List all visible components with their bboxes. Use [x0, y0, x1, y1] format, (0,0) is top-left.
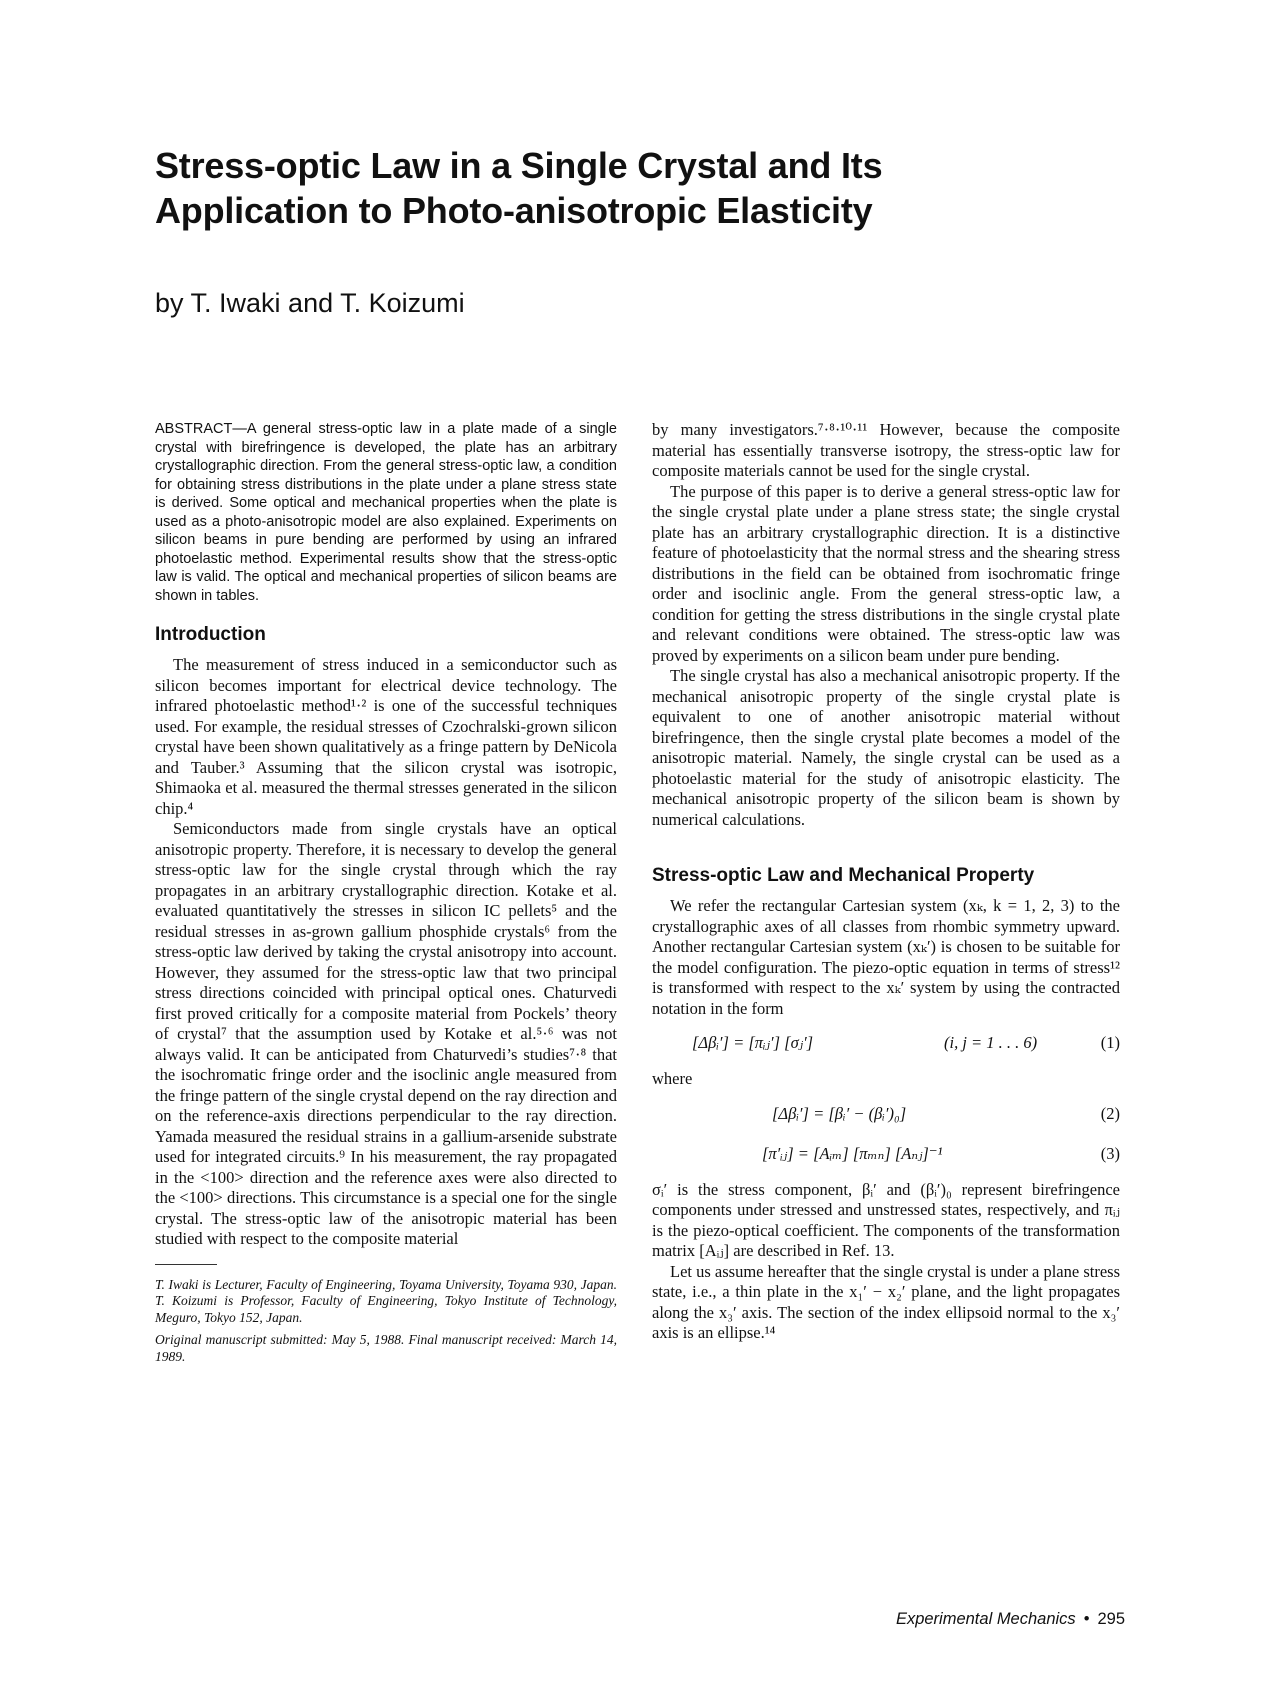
equation-2-number: (2)	[1100, 1103, 1120, 1123]
manuscript-dates-footnote: Original manuscript submitted: May 5, 1988. Final manuscript received: March 14, 1989.	[155, 1332, 617, 1364]
continued-paragraph: by many investigators.⁷·⁸·¹⁰·¹¹ However, because the composite material has essentially transverse isotropy, the stress-optic law for composite materials cannot be used for the single crystal.	[652, 420, 1120, 480]
page-number: 295	[1097, 1610, 1125, 1628]
left-column	[155, 420, 617, 1371]
abstract: ABSTRACT—A general stress-optic law in a plate made of a single crystal with birefringence is developed, the plate has an arbitrary crystallographic direction. From the general stress-optic law, a condition for obtaining stress distributions in the plate under a plane stress state is derived. Some optical and mechanical properties when the plate is used as a photo-anisotropic model are also explained. Experiments on silicon beams in pure bending are performed by using an infrared photoelastic method. Experimental results show that the stress-optic law is valid. The optical and mechanical properties of silicon beams are shown in tables.	[155, 421, 617, 604]
equation-1-number: (1)	[1100, 1033, 1120, 1052]
footnote-divider	[155, 1264, 217, 1265]
footer-separator: •	[1083, 1610, 1090, 1628]
where-label: where	[652, 1069, 693, 1088]
stress-component-paragraph: σᵢ′ is the stress component, βᵢ′ and (βᵢ′)₀ represent birefringence components under stressed and unstressed states, respectively, and πᵢⱼ is the piezo-optical coefficient. The components of the transformation matrix [Aᵢⱼ] are described in Ref. 13.	[652, 1179, 1120, 1260]
equation-3-number: (3)	[1100, 1143, 1120, 1163]
journal-name: Experimental Mechanics	[895, 1610, 1076, 1628]
page-footer	[896, 1609, 1125, 1629]
equation-1-expression: [Δβᵢ′] = [πᵢⱼ′] [σⱼ′]	[692, 1033, 814, 1052]
introduction-paragraph-2: Semiconductors made from single crystals have an optical anisotropic property. Therefore, it is necessary to develop the general stress-optic law for the single crystal through which the ray propagates in an arbitrary crystallographic direction. Kotake et al. evaluated quantitatively the stresses in silicon IC pellets⁵ and the residual stresses in as-grown gallium phosphide crystals⁶ from the stress-optic law derived by taking the crystal anisotropy into account. However, they assumed for the stress-optic law that two principal stress directions coincided with principal optical ones. Chaturvedi first proved critically for a composite material from Pockels’ theory of crystal⁷ that the assumption used by Kotake et al.⁵·⁶ was not always valid. It can be anticipated from Chaturvedi’s studies⁷·⁸ that the isochromatic fringe order and the isoclinic angle measured from the fringe pattern of the single crystal depend on the ray direction and on the reference-axis directions perpendicular to the ray direction. Yamada measured the residual strains in a gallium-arsenide substrate used for integrated circuits.⁹ In his measurement, the ray propagated in the <100> direction and the reference axes were also directed to the <100> directions. This circumstance is a special one for the single crystal. The stress-optic law of the anisotropic material has been studied with respect to the composite material	[155, 819, 617, 1248]
author-line: by T. Iwaki and T. Koizumi	[155, 288, 465, 318]
title-line-1: Stress-optic Law in a Single Crystal and Its	[155, 145, 883, 186]
stress-optic-section-heading: Stress-optic Law and Mechanical Property	[652, 865, 1035, 886]
introduction-paragraph-1: The measurement of stress induced in a semiconductor such as silicon becomes important for electrical device technology. The infrared photoelastic method¹·² is one of the successful techniques used. For example, the residual stresses of Czochralski-grown silicon crystal have been shown qualitatively as a fringe pattern by DeNicola and Tauber.³ Assuming that the silicon crystal was isotropic, Shimaoka et al. measured the thermal stresses generated in the silicon chip.⁴	[155, 655, 617, 818]
equation-2-expression: [Δβᵢ′] = [βᵢ′ − (βᵢ′)₀]	[772, 1103, 907, 1123]
plane-stress-paragraph: Let us assume hereafter that the single crystal is under a plane stress state, i.e., a thin plate in the x₁′ − x₂′ plane, and the light propagates along the x₃′ axis. The section of the index ellipsoid normal to the x₃′ axis is an ellipse.¹⁴	[652, 1261, 1120, 1342]
right-column	[652, 420, 1120, 1344]
equation-2	[652, 1100, 1120, 1130]
title-line-2: Application to Photo-anisotropic Elasticity	[155, 190, 873, 231]
paper-title	[155, 143, 1135, 233]
mechanical-property-paragraph: The single crystal has also a mechanical anisotropic property. If the mechanical anisotropic property of the single crystal plate is equivalent to one of another anisotropic material without birefringence, then the single crystal plate becomes a model of the anisotropic material. Namely, the single crystal can be used as a photoelastic material for the study of anisotropic elasticity. The mechanical anisotropic property of the silicon beam is shown by numerical calculations.	[652, 666, 1120, 829]
introduction-heading: Introduction	[155, 624, 266, 645]
equation-3	[652, 1140, 1120, 1170]
author-affiliation-footnote: T. Iwaki is Lecturer, Faculty of Engineering, Toyama University, Toyama 930, Japan. T. Koizumi is Professor, Faculty of Engineering, Tokyo Institute of Technology, Meguro, Tokyo 152, Japan.	[155, 1276, 617, 1325]
cartesian-system-paragraph: We refer the rectangular Cartesian system (xₖ, k = 1, 2, 3) to the crystallographic axes of all classes from rhombic symmetry upward. Another rectangular Cartesian system (xₖ′) is chosen to be suitable for the model configuration. The piezo-optic equation in terms of stress¹² is transformed with respect to the xₖ′ system by using the contracted notation in the form	[652, 896, 1120, 1018]
equation-1-condition: (i, j = 1 . . . 6)	[944, 1033, 1038, 1052]
purpose-paragraph: The purpose of this paper is to derive a general stress-optic law for the single crystal plate under a plane stress state; the single crystal plate has an arbitrary crystallographic direction. It is a distinctive feature of photoelasticity that the normal stress and the shearing stress distributions in the field can be obtained from isochromatic fringe order and isoclinic angle. From the general stress-optic law, a condition for getting the stress distributions in the single crystal plate and relevant conditions were obtained. The stress-optic law was proved by experiments on a silicon beam under pure bending.	[652, 481, 1120, 665]
equation-1	[652, 1029, 1120, 1059]
equation-3-expression: [π′ᵢⱼ] = [Aᵢₘ] [πₘₙ] [Aₙⱼ]⁻¹	[762, 1143, 943, 1163]
